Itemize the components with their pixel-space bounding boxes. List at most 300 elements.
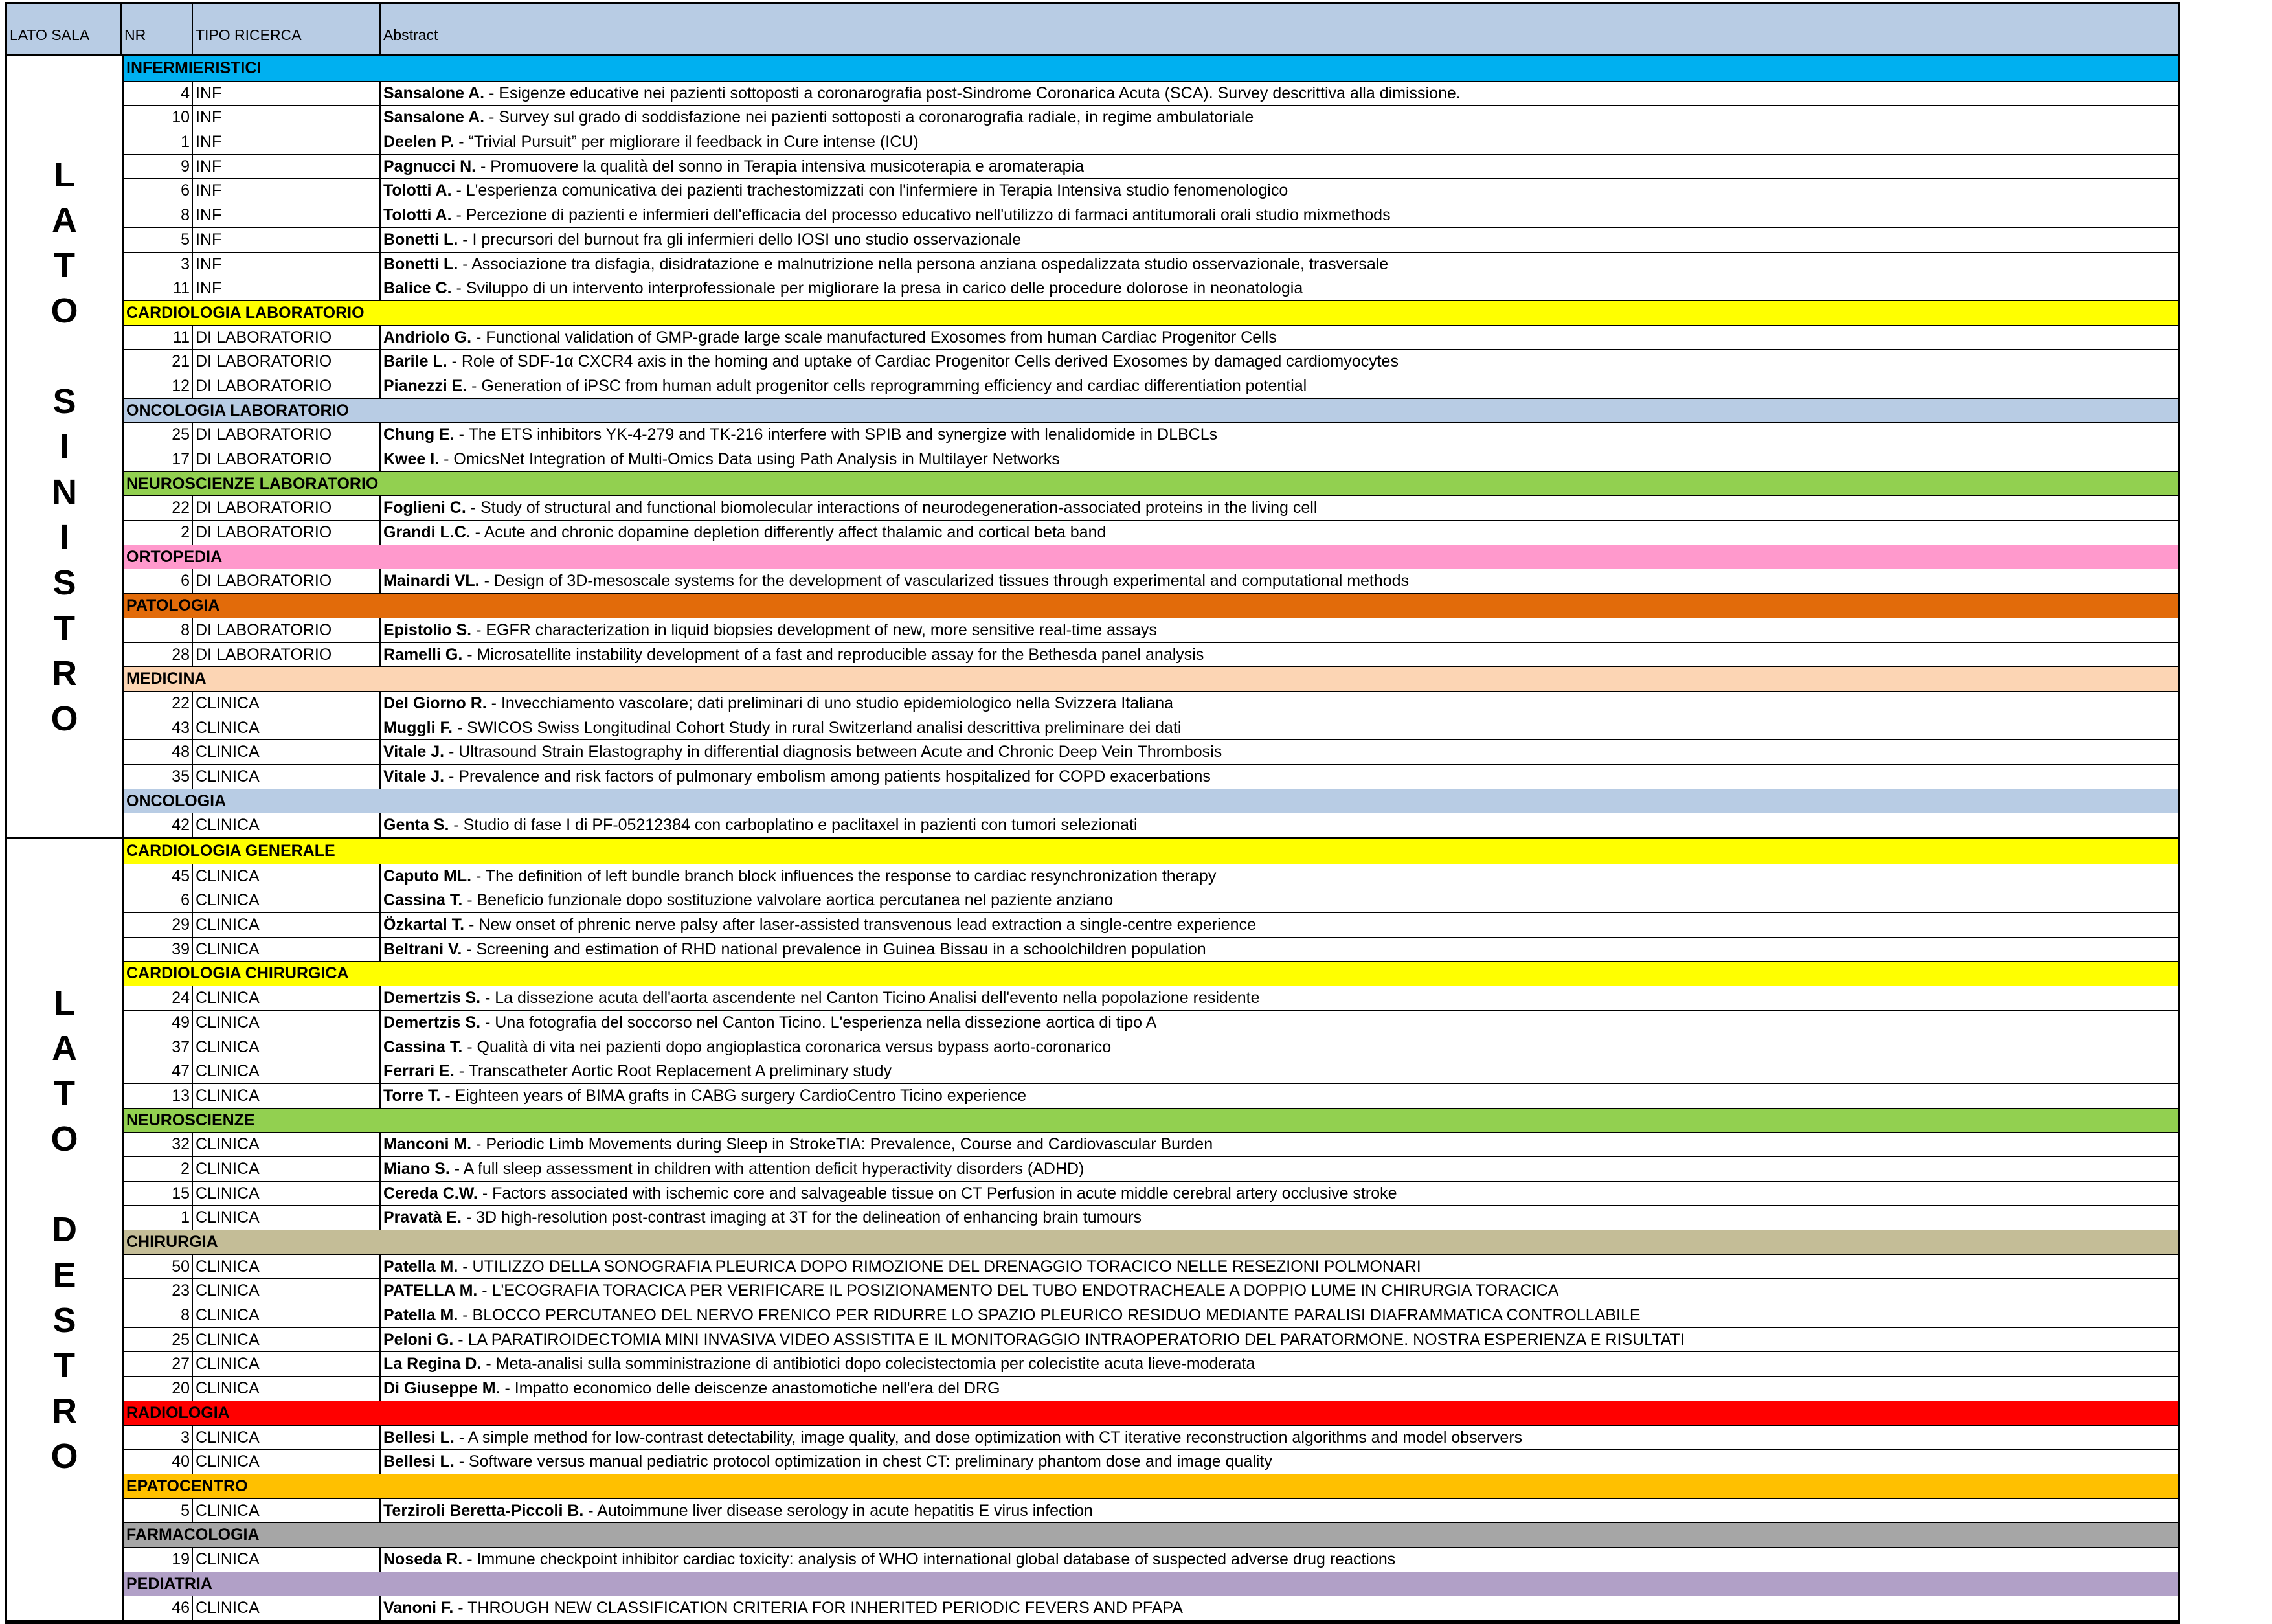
table-row[interactable]: [124, 276, 2178, 300]
abstract-title: - THROUGH NEW CLASSIFICATION CRITERIA FOR INHERITED PERIODIC FEVERS AND PFAPA: [453, 1599, 1183, 1618]
cell-abstract: [381, 374, 2178, 398]
abstract-title: - Screening and estimation of RHD national prevalence in Guinea Bissau in a schoolchildren population: [462, 940, 1206, 958]
abstract-title: - Microsatellite instability development of a fast and reproducible assay for the Bethesda panel analysis: [462, 645, 1204, 664]
abstract-title: - Generation of iPSC from human adult progenitor cells reprogramming efficiency and cardiac differentiation potential: [467, 376, 1307, 395]
cell-tipo: CLINICA: [193, 913, 381, 937]
abstract-title: - BLOCCO PERCUTANEO DEL NERVO FRENICO PER RIDURRE LO SPAZIO PLEURICO RESIDUO MEDIANTE PARALISI DIAFRAMMATICA CONTROLLABILE: [458, 1306, 1641, 1325]
side-letter: R: [52, 1392, 77, 1430]
cell-nr: 40: [124, 1450, 193, 1474]
cell-abstract: [381, 692, 2178, 716]
cell-tipo: CLINICA: [193, 1011, 381, 1035]
abstract-title: - Autoimmune liver disease serology in acute hepatitis E virus infection: [583, 1501, 1093, 1520]
side-letter: L: [54, 984, 75, 1022]
abstract-author: Vitale J.: [383, 767, 445, 785]
category-row: FARMACOLOGIA: [124, 1522, 2178, 1547]
cell-nr: 5: [124, 1499, 193, 1523]
cell-abstract: [381, 521, 2178, 545]
side-letter: O: [51, 1437, 78, 1476]
cell-tipo: CLINICA: [193, 864, 381, 888]
side-letter: E: [52, 1256, 76, 1294]
cell-nr: 25: [124, 1328, 193, 1352]
abstract-title: - SWICOS Swiss Longitudinal Cohort Study in rural Switzerland analisi descrittiva preliminare dei dati: [452, 718, 1182, 737]
section-lato-destro: [7, 839, 2178, 1622]
cell-abstract: [381, 643, 2178, 667]
cell-tipo: CLINICA: [193, 1328, 381, 1352]
cell-tipo: CLINICA: [193, 1450, 381, 1474]
table-row[interactable]: [124, 1010, 2178, 1035]
cell-nr: 28: [124, 643, 193, 667]
table-row[interactable]: [124, 325, 2178, 350]
cell-abstract: [381, 1450, 2178, 1474]
table-row[interactable]: [124, 1083, 2178, 1108]
side-letter: T: [54, 1346, 75, 1385]
abstract-title: - Promuovere la qualità del sonno in Terapia intensiva musicoterapia e aromaterapia: [476, 157, 1085, 175]
table-row[interactable]: [124, 1596, 2178, 1620]
cell-abstract: [381, 813, 2178, 837]
cell-abstract: [381, 1499, 2178, 1523]
table-row[interactable]: [124, 520, 2178, 545]
cell-abstract: [381, 569, 2178, 593]
table-row[interactable]: [124, 81, 2178, 106]
side-letter: I: [59, 518, 69, 557]
cell-nr: 5: [124, 228, 193, 252]
section-rows: [124, 56, 2178, 837]
abstract-author: Sansalone A.: [383, 108, 485, 127]
cell-abstract: [381, 1011, 2178, 1035]
abstract-title: - Study of structural and functional biomolecular interactions of neurodegeneration-associated proteins in the living cell: [466, 499, 1318, 517]
abstract-author: Grandi L.C.: [383, 523, 471, 542]
table-row[interactable]: [124, 1059, 2178, 1083]
cell-abstract: [381, 913, 2178, 937]
abstract-title: - Percezione di pazienti e infermieri dell'efficacia del processo educativo nell'utilizzo di farmaci antitumorali orali studio mixmethods: [451, 206, 1391, 225]
header-row: [7, 4, 2178, 56]
abstract-author: Noseda R.: [383, 1550, 463, 1568]
table-row[interactable]: [124, 349, 2178, 374]
abstract-title: - The ETS inhibitors YK-4-279 and TK-216 interfere with SPIB and synergize with lenalidomide in DLBCLs: [454, 425, 1218, 444]
cell-abstract: [381, 130, 2178, 154]
cell-abstract: [381, 350, 2178, 374]
table-row[interactable]: [124, 1205, 2178, 1230]
abstract-author: Tolotti A.: [383, 181, 452, 200]
cell-abstract: [381, 986, 2178, 1010]
cell-abstract: [381, 740, 2178, 764]
abstract-title: - EGFR characterization in liquid biopsies development of new, more sensitive real-time assays: [471, 620, 1157, 639]
abstract-author: Cassina T.: [383, 1037, 463, 1056]
side-letter: O: [51, 1120, 78, 1158]
abstract-author: Vanoni F.: [383, 1599, 454, 1618]
cell-abstract: [381, 716, 2178, 740]
cell-tipo: CLINICA: [193, 986, 381, 1010]
table-row[interactable]: [124, 447, 2178, 471]
abstract-author: Genta S.: [383, 816, 449, 835]
table-row[interactable]: [124, 1035, 2178, 1059]
cell-tipo: CLINICA: [193, 938, 381, 962]
table-row[interactable]: [124, 495, 2178, 520]
abstract-title: - L'ECOGRAFIA TORACICA PER VERIFICARE IL POSIZIONAMENTO DEL TUBO ENDOTRACHEALE A DOPPIO LUME IN CHIRURGIA TORACICA: [477, 1281, 1559, 1300]
cell-abstract: [381, 82, 2178, 106]
cell-nr: 9: [124, 155, 193, 179]
cell-abstract: [381, 618, 2178, 642]
cell-nr: 22: [124, 496, 193, 520]
cell-nr: 6: [124, 888, 193, 912]
cell-nr: 8: [124, 618, 193, 642]
cell-tipo: INF: [193, 130, 381, 154]
cell-abstract: [381, 155, 2178, 179]
cell-nr: 49: [124, 1011, 193, 1035]
side-letter: S: [52, 563, 76, 602]
cell-nr: 3: [124, 1426, 193, 1450]
cell-nr: 2: [124, 1157, 193, 1181]
abstract-author: Beltrani V.: [383, 940, 462, 958]
cell-abstract: [381, 938, 2178, 962]
table-row[interactable]: [124, 422, 2178, 447]
abstract-author: Pianezzi E.: [383, 376, 467, 395]
cell-abstract: [381, 326, 2178, 350]
cell-abstract: [381, 864, 2178, 888]
category-row: CARDIOLOGIA GENERALE: [124, 839, 2178, 864]
side-letter: O: [51, 699, 78, 738]
cell-tipo: CLINICA: [193, 1182, 381, 1206]
table-row[interactable]: [124, 1181, 2178, 1206]
cell-abstract: [381, 1182, 2178, 1206]
cell-abstract: [381, 1206, 2178, 1230]
table-row[interactable]: [124, 1376, 2178, 1401]
table-row[interactable]: [124, 1547, 2178, 1572]
cell-abstract: [381, 1084, 2178, 1108]
abstract-title: - Qualità di vita nei pazienti dopo angioplastica coronarica versus bypass aorto-coronarico: [462, 1037, 1112, 1056]
cell-abstract: [381, 1352, 2178, 1376]
abstract-author: Vitale J.: [383, 743, 445, 761]
cell-nr: 11: [124, 276, 193, 300]
cell-nr: 19: [124, 1548, 193, 1572]
cell-nr: 3: [124, 253, 193, 276]
table-row[interactable]: [124, 986, 2178, 1010]
cell-abstract: [381, 1279, 2178, 1303]
cell-tipo: INF: [193, 179, 381, 203]
abstract-author: Del Giorno R.: [383, 694, 487, 712]
cell-tipo: DI LABORATORIO: [193, 521, 381, 545]
table-row[interactable]: [124, 1303, 2178, 1327]
table-row[interactable]: [124, 888, 2178, 912]
table-row[interactable]: [124, 1449, 2178, 1474]
abstract-title: - Associazione tra disfagia, disidratazione e malnutrizione nella persona anziana ospedalizzata studio osservazionale, trasversale: [458, 254, 1389, 273]
cell-tipo: INF: [193, 276, 381, 300]
section-lato-sinistro: [7, 56, 2178, 839]
side-letter: R: [52, 654, 77, 693]
abstract-title: - Prevalence and risk factors of pulmonary embolism among patients hospitalized for COPD exacerbations: [444, 767, 1211, 785]
cell-nr: 25: [124, 423, 193, 447]
table-row[interactable]: [124, 618, 2178, 642]
abstract-author: Mainardi VL.: [383, 572, 480, 591]
abstract-title: - UTILIZZO DELLA SONOGRAFIA PLEURICA DOPO RIMOZIONE DEL DRENAGGIO TORACICO NELLE RESEZIONI POLMONARI: [458, 1257, 1421, 1276]
abstract-title: - Esigenze educative nei pazienti sottoposti a coronarografia post-Sindrome Coronarica Acuta (SCA). Survey descrittiva alla dimissione.: [484, 84, 1461, 102]
table-row[interactable]: [124, 105, 2178, 130]
cell-tipo: CLINICA: [193, 1303, 381, 1327]
cell-tipo: DI LABORATORIO: [193, 326, 381, 350]
table-row[interactable]: [124, 227, 2178, 252]
abstract-title: - L'esperienza comunicativa dei pazienti trachestomizzati con l'infermiere in Terapia Intensiva studio fenomenologico: [451, 181, 1288, 200]
table-row[interactable]: [124, 764, 2178, 789]
abstract-author: Balice C.: [383, 279, 452, 298]
category-row: CARDIOLOGIA LABORATORIO: [124, 300, 2178, 325]
table-row[interactable]: [124, 691, 2178, 716]
table-row[interactable]: [124, 374, 2178, 398]
category-row: ORTOPEDIA: [124, 545, 2178, 569]
table-row[interactable]: [124, 1351, 2178, 1376]
cell-abstract: [381, 179, 2178, 203]
category-row: ONCOLOGIA: [124, 789, 2178, 813]
cell-tipo: DI LABORATORIO: [193, 447, 381, 471]
cell-nr: 10: [124, 106, 193, 130]
table-row[interactable]: [124, 1254, 2178, 1279]
side-label: [7, 56, 124, 837]
cell-tipo: INF: [193, 155, 381, 179]
side-label: [7, 839, 124, 1620]
cell-abstract: [381, 1035, 2178, 1059]
table-row[interactable]: [124, 1132, 2178, 1156]
cell-abstract: [381, 1328, 2178, 1352]
table-row[interactable]: [124, 203, 2178, 227]
abstract-title: - Survey sul grado di soddisfazione nei pazienti sottoposti a coronarografia radiale, in regime ambulatoriale: [484, 108, 1254, 127]
abstract-author: Chung E.: [383, 425, 455, 444]
category-row: NEUROSCIENZE LABORATORIO: [124, 471, 2178, 496]
abstract-author: Manconi M.: [383, 1135, 472, 1154]
table-row[interactable]: [124, 178, 2178, 203]
table-row[interactable]: [124, 716, 2178, 740]
abstract-title: - Beneficio funzionale dopo sostituzione valvolare aortica percutanea nel paziente anziano: [462, 891, 1114, 910]
abstract-title: - Sviluppo di un intervento interprofessionale per migliorare la presa in carico delle procedure dolorose in neonatologia: [451, 279, 1303, 298]
cell-abstract: [381, 1377, 2178, 1401]
abstract-author: Patella M.: [383, 1306, 458, 1325]
cell-tipo: CLINICA: [193, 1279, 381, 1303]
cell-tipo: DI LABORATORIO: [193, 496, 381, 520]
table-row[interactable]: [124, 1498, 2178, 1523]
header-abstract[interactable]: Abstract: [383, 27, 438, 43]
table-row[interactable]: [124, 642, 2178, 667]
cell-nr: 37: [124, 1035, 193, 1059]
abstract-title: - A simple method for low-contrast detectability, image quality, and dose optimization with CT iterative reconstruction algorithms and model observers: [454, 1428, 1523, 1447]
abstract-author: Ramelli G.: [383, 645, 463, 664]
side-letter: A: [52, 1029, 77, 1068]
cell-nr: 47: [124, 1059, 193, 1083]
category-row: INFERMIERISTICI: [124, 56, 2178, 81]
abstract-title: - New onset of phrenic nerve palsy after laser-assisted transvenous lead extraction a single-centre experience: [464, 916, 1256, 934]
side-letter: O: [51, 291, 78, 330]
abstract-author: Bellesi L.: [383, 1452, 455, 1471]
cell-tipo: INF: [193, 228, 381, 252]
cell-abstract: [381, 1059, 2178, 1083]
cell-abstract: [381, 447, 2178, 471]
abstract-author: Sansalone A.: [383, 84, 485, 102]
side-letter: T: [54, 1074, 75, 1113]
cell-nr: 6: [124, 179, 193, 203]
abstract-title: - I precursori del burnout fra gli infermieri dello IOSI uno studio osservazionale: [458, 230, 1022, 249]
table-row[interactable]: [124, 154, 2178, 179]
abstract-author: Deelen P.: [383, 133, 455, 152]
cell-abstract: [381, 423, 2178, 447]
cell-nr: 23: [124, 1279, 193, 1303]
table-row[interactable]: [124, 252, 2178, 276]
table-row[interactable]: [124, 1327, 2178, 1352]
cell-abstract: [381, 106, 2178, 130]
cell-tipo: DI LABORATORIO: [193, 569, 381, 593]
cell-tipo: CLINICA: [193, 1499, 381, 1523]
cell-tipo: CLINICA: [193, 1255, 381, 1279]
cell-nr: 35: [124, 765, 193, 789]
abstract-author: Pravatà E.: [383, 1208, 462, 1227]
abstract-author: Muggli F.: [383, 718, 453, 737]
cell-nr: 4: [124, 82, 193, 106]
cell-tipo: DI LABORATORIO: [193, 618, 381, 642]
cell-nr: 15: [124, 1182, 193, 1206]
abstract-title: - Studio di fase I di PF-05212384 con carboplatino e paclitaxel in pazienti con tumori selezionati: [449, 816, 1138, 835]
cell-abstract: [381, 1548, 2178, 1572]
side-letter: L: [54, 155, 75, 194]
abstract-title: - LA PARATIROIDECTOMIA MINI INVASIVA VIDEO ASSISTITA E IL MONITORAGGIO INTRAOPERATORIO DEL PARATORMONE. NOSTRA ESPERIENZA E RISULTATI: [453, 1330, 1685, 1349]
category-row: ONCOLOGIA LABORATORIO: [124, 398, 2178, 423]
cell-nr: 22: [124, 692, 193, 716]
cell-tipo: CLINICA: [193, 1059, 381, 1083]
cell-abstract: [381, 765, 2178, 789]
side-letter: A: [52, 201, 77, 240]
abstract-title: - Meta-analisi sulla somministrazione di antibiotici dopo colecistectomia per colecistite acuta lieve-moderata: [481, 1355, 1255, 1373]
abstract-title: - Software versus manual pediatric protocol optimization in chest CT: preliminary phantom dose and image quality: [454, 1452, 1272, 1471]
abstract-author: Barile L.: [383, 352, 447, 371]
cell-tipo: CLINICA: [193, 1157, 381, 1181]
cell-abstract: [381, 203, 2178, 227]
abstract-author: Peloni G.: [383, 1330, 454, 1349]
side-letter: T: [54, 609, 75, 648]
abstract-author: La Regina D.: [383, 1355, 482, 1373]
cell-nr: 1: [124, 1206, 193, 1230]
table-row[interactable]: [124, 1425, 2178, 1450]
cell-tipo: CLINICA: [193, 716, 381, 740]
cell-nr: 43: [124, 716, 193, 740]
cell-nr: 45: [124, 864, 193, 888]
abstract-author: Cassina T.: [383, 891, 463, 910]
table-row[interactable]: [124, 937, 2178, 962]
cell-tipo: INF: [193, 203, 381, 227]
table-row[interactable]: [124, 912, 2178, 937]
cell-abstract: [381, 1303, 2178, 1327]
abstract-title: - Design of 3D-mesoscale systems for the development of vascularized tissues through experimental and computational methods: [479, 572, 1410, 591]
abstract-title: - OmicsNet Integration of Multi-Omics Data using Path Analysis in Multilayer Networks: [439, 450, 1060, 468]
abstract-author: Patella M.: [383, 1257, 458, 1276]
side-letter: S: [52, 1301, 76, 1340]
abstract-title: - La dissezione acuta dell'aorta ascendente nel Canton Ticino Analisi dell'evento nella popolazione residente: [480, 989, 1260, 1008]
cell-tipo: DI LABORATORIO: [193, 350, 381, 374]
side-letter: T: [54, 246, 75, 285]
table-row[interactable]: [124, 813, 2178, 837]
cell-tipo: CLINICA: [193, 1206, 381, 1230]
cell-nr: 6: [124, 569, 193, 593]
abstract-author: Demertzis S.: [383, 1013, 481, 1032]
abstract-title: - Functional validation of GMP-grade large scale manufactured Exosomes from human Cardiac Progenitor Cells: [471, 328, 1277, 346]
header-tipo-ricerca[interactable]: TIPO RICERCA: [193, 4, 381, 54]
abstract-title: - Acute and chronic dopamine depletion differently affect thalamic and cortical beta band: [470, 523, 1107, 542]
cell-nr: 8: [124, 203, 193, 227]
cell-abstract: [381, 253, 2178, 276]
category-row: PEDIATRIA: [124, 1572, 2178, 1596]
table-row[interactable]: [124, 739, 2178, 764]
cell-abstract: [381, 1133, 2178, 1156]
cell-tipo: CLINICA: [193, 692, 381, 716]
side-letter: D: [52, 1210, 77, 1249]
abstract-author: Andriolo G.: [383, 328, 472, 346]
cell-nr: 48: [124, 740, 193, 764]
header-nr[interactable]: NR: [122, 4, 193, 54]
table-row[interactable]: [124, 1278, 2178, 1303]
cell-tipo: CLINICA: [193, 813, 381, 837]
abstract-author: Caputo ML.: [383, 866, 472, 885]
cell-tipo: CLINICA: [193, 1596, 381, 1620]
cell-tipo: CLINICA: [193, 1133, 381, 1156]
cell-nr: 50: [124, 1255, 193, 1279]
abstract-title: - The definition of left bundle branch block influences the response to cardiac resynchronization therapy: [471, 866, 1217, 885]
side-letter: S: [52, 382, 76, 421]
cell-tipo: INF: [193, 253, 381, 276]
cell-nr: 2: [124, 521, 193, 545]
side-letter: I: [59, 427, 69, 466]
table-row[interactable]: [124, 130, 2178, 154]
table-row[interactable]: [124, 864, 2178, 888]
abstract-author: Kwee I.: [383, 450, 440, 468]
cell-tipo: CLINICA: [193, 1035, 381, 1059]
cell-nr: 1: [124, 130, 193, 154]
abstract-author: Di Giuseppe M.: [383, 1379, 501, 1398]
abstract-title: - Impatto economico delle deiscenze anastomotiche nell'era del DRG: [500, 1379, 1000, 1398]
abstract-author: PATELLA M.: [383, 1281, 478, 1300]
cell-tipo: INF: [193, 82, 381, 106]
abstract-title: - Ultrasound Strain Elastography in differential diagnosis between Acute and Chronic Deep Vein Thrombosis: [444, 743, 1222, 761]
cell-nr: 27: [124, 1352, 193, 1376]
abstract-title: - Role of SDF-1α CXCR4 axis in the homing and uptake of Cardiac Progenitor Cells derived Exosomes by damaged cardiomyocytes: [447, 352, 1399, 371]
cell-nr: 21: [124, 350, 193, 374]
cell-tipo: CLINICA: [193, 765, 381, 789]
abstract-title: - “Trivial Pursuit” per migliorare il feedback in Cure intense (ICU): [454, 133, 919, 152]
table-row[interactable]: [124, 569, 2178, 593]
category-row: RADIOLOGIA: [124, 1401, 2178, 1425]
cell-nr: 13: [124, 1084, 193, 1108]
category-row: EPATOCENTRO: [124, 1474, 2178, 1498]
abstract-author: Foglieni C.: [383, 499, 466, 517]
abstract-title: - Transcatheter Aortic Root Replacement A preliminary study: [454, 1062, 892, 1081]
abstract-author: Özkartal T.: [383, 916, 465, 934]
abstract-author: Epistolio S.: [383, 620, 472, 639]
table-row[interactable]: [124, 1156, 2178, 1181]
cell-nr: 32: [124, 1133, 193, 1156]
cell-nr: 42: [124, 813, 193, 837]
category-row: MEDICINA: [124, 666, 2178, 691]
header-lato-sala[interactable]: LATO SALA: [7, 4, 122, 54]
cell-abstract: [381, 1157, 2178, 1181]
cell-nr: 29: [124, 913, 193, 937]
cell-tipo: DI LABORATORIO: [193, 643, 381, 667]
abstract-table: [5, 2, 2180, 1624]
abstract-title: - Immune checkpoint inhibitor cardiac toxicity: analysis of WHO international global database of suspected adverse drug reactions: [462, 1550, 1396, 1568]
abstract-author: Terziroli Beretta-Piccoli B.: [383, 1501, 584, 1520]
cell-abstract: [381, 1255, 2178, 1279]
cell-tipo: INF: [193, 106, 381, 130]
table-body: [7, 56, 2178, 1622]
cell-tipo: DI LABORATORIO: [193, 374, 381, 398]
cell-tipo: DI LABORATORIO: [193, 423, 381, 447]
cell-nr: 24: [124, 986, 193, 1010]
cell-nr: 39: [124, 938, 193, 962]
cell-abstract: [381, 1596, 2178, 1620]
abstract-title: - Periodic Limb Movements during Sleep in StrokeTIA: Prevalence, Course and Cardiovascular Burden: [471, 1135, 1213, 1154]
abstract-title: - Eighteen years of BIMA grafts in CABG surgery CardioCentro Ticino experience: [440, 1086, 1027, 1105]
